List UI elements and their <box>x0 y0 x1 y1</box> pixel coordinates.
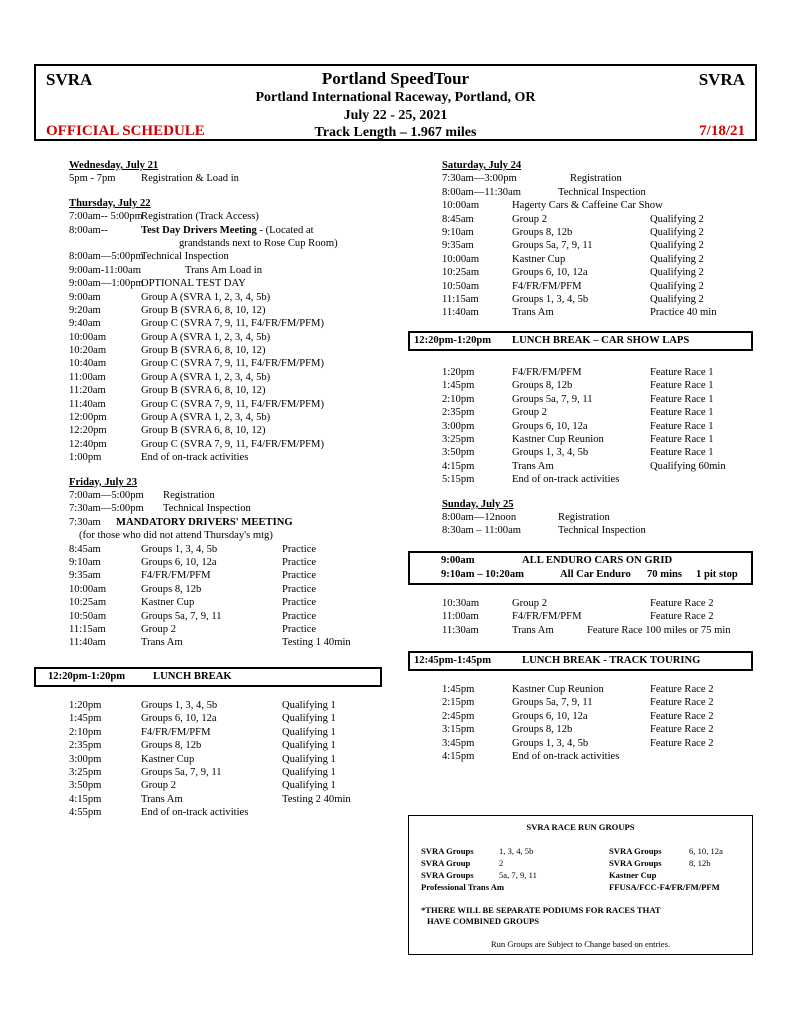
schedule-row <box>442 683 762 696</box>
schedule-group: Groups 5a, 7, 9, 11 <box>512 240 593 252</box>
schedule-time: 11:15am <box>69 623 106 635</box>
schedule-session: Practice <box>282 583 317 595</box>
list-item: 7:00am—5:00pm Registration <box>69 489 215 501</box>
schedule-time: 2:10pm <box>442 393 475 405</box>
schedule-session: Feature Race 2 <box>650 697 714 709</box>
schedule-session: Feature Race 2 <box>650 611 714 623</box>
schedule-row <box>69 610 389 623</box>
schedule-row <box>442 226 762 239</box>
schedule-time: 3:00pm <box>69 753 102 765</box>
schedule-row <box>442 433 762 446</box>
schedule-session: Feature Race 2 <box>650 737 714 749</box>
schedule-group: Group A (SVRA 1, 2, 3, 4, 5b) <box>141 412 271 424</box>
schedule-group: Groups 6, 10, 12a <box>512 267 588 279</box>
schedule-group: Groups 8, 12b <box>141 740 202 752</box>
schedule-group: F4/FR/FM/PFM <box>512 280 582 292</box>
schedule-group: F4/FR/FM/PFM <box>512 367 582 378</box>
schedule-row <box>442 460 762 473</box>
run-group-label: Professional Trans Am <box>421 882 505 892</box>
schedule-group: Groups 5a, 7, 9, 11 <box>512 393 593 405</box>
list-item: 11:30am Trans Am Feature Race 100 miles or 75 min <box>442 624 731 636</box>
schedule-time: 9:10am <box>442 226 474 238</box>
friday-afternoon-rows <box>69 699 389 820</box>
header-left-org: SVRA <box>46 70 93 89</box>
schedule-time: 1:00pm <box>69 452 102 464</box>
schedule-row <box>69 172 389 185</box>
schedule-time: 10:20am <box>69 345 107 357</box>
schedule-time: 9:20am <box>69 304 101 316</box>
schedule-session: Practice <box>282 610 317 622</box>
podium-note: *THERE WILL BE SEPARATE PODIUMS FOR RACES THAT <box>421 905 661 915</box>
schedule-session: Practice <box>282 570 317 582</box>
schedule-row <box>69 438 389 451</box>
list-item: 8:00am—12noon Registration <box>442 511 610 523</box>
run-group-label: SVRA Groups <box>421 846 474 856</box>
saturday-lunch-box: 12:20pm-1:20pm LUNCH BREAK – CAR SHOW LAPS <box>408 331 753 351</box>
run-groups-box <box>408 815 753 955</box>
schedule-time: 2:35pm <box>442 407 475 419</box>
schedule-session: Feature Race 2 <box>650 684 714 695</box>
schedule-group: Group B (SVRA 6, 8, 10, 12) <box>141 304 266 316</box>
schedule-time: 9:35am <box>442 240 474 252</box>
schedule-row <box>69 357 389 370</box>
schedule-row <box>69 753 389 766</box>
schedule-session: Practice <box>282 597 317 609</box>
event-dates: July 22 - 25, 2021 <box>343 108 448 123</box>
schedule-group: Groups 5a, 7, 9, 11 <box>512 697 593 709</box>
list-item: 10:00am Hagerty Cars & Caffeine Car Show <box>442 200 663 212</box>
schedule-session: Practice 40 min <box>650 307 717 319</box>
schedule-group: Kastner Cup Reunion <box>512 433 604 445</box>
schedule-group: Group 2 <box>512 213 548 225</box>
schedule-session: Feature Race 1 <box>650 447 714 459</box>
saturday-rows <box>442 213 762 320</box>
schedule-row <box>69 411 389 424</box>
schedule-row <box>69 699 389 712</box>
schedule-session: Qualifying 1 <box>282 766 336 778</box>
schedule-time: 4:15pm <box>442 460 475 472</box>
schedule-group: Groups 6, 10, 12a <box>141 556 217 568</box>
schedule-row <box>442 723 762 736</box>
schedule-row <box>442 366 762 379</box>
schedule-session: Testing 1 40min <box>282 637 351 649</box>
list-item: 8:00am-- Test Day Drivers Meeting - (Located at <box>69 224 314 236</box>
schedule-time: 10:50am <box>69 610 107 622</box>
schedule-row <box>442 379 762 392</box>
header-right-org: SVRA <box>698 70 745 89</box>
schedule-group: Trans Am <box>512 307 554 319</box>
schedule-row <box>69 291 389 304</box>
run-group-label: FFUSA/FCC-F4/FR/FM/PFM <box>609 882 720 892</box>
schedule-group: Kastner Cup <box>512 253 566 265</box>
schedule-row <box>69 451 389 464</box>
sunday-morning <box>442 597 762 637</box>
schedule-time: 8:45am <box>69 543 101 555</box>
schedule-row <box>69 779 389 792</box>
schedule-time: 5pm - 7pm <box>69 173 116 185</box>
schedule-row <box>69 739 389 752</box>
friday-lunch-box: 12:20pm-1:20pm LUNCH BREAK <box>34 667 382 687</box>
schedule-row <box>69 304 389 317</box>
schedule-row <box>69 712 389 725</box>
schedule-group: Groups 8, 12b <box>512 226 573 238</box>
run-group-label: SVRA Groups <box>421 870 474 880</box>
schedule-group: End of on-track activities <box>512 750 620 762</box>
schedule-group: Trans Am <box>512 460 554 472</box>
run-group-classes: 1, 3, 4, 5b <box>499 846 534 856</box>
thursday-rows <box>69 291 389 465</box>
schedule-time: 9:40am <box>69 318 101 330</box>
schedule-row <box>69 331 389 344</box>
schedule-session: Feature Race 2 <box>650 710 714 722</box>
schedule-row <box>442 737 762 750</box>
sunday-morning-rows <box>442 597 762 624</box>
schedule-session: Feature Race 1 <box>650 380 714 392</box>
schedule-time: 2:10pm <box>69 726 102 738</box>
run-group-classes: 6, 10, 12a <box>689 846 723 856</box>
schedule-time: 12:40pm <box>69 438 107 450</box>
schedule-group: F4/FR/FM/PFM <box>141 726 211 738</box>
schedule-row <box>69 596 389 609</box>
schedule-time: 9:10am <box>69 556 101 568</box>
schedule-time: 10:25am <box>442 267 480 279</box>
schedule-row <box>69 384 389 397</box>
schedule-group: Group 2 <box>512 407 548 419</box>
list-item: (for those who did not attend Thursday's mtg) <box>79 530 273 542</box>
schedule-group: Group C (SVRA 7, 9, 11, F4/FR/FM/PFM) <box>141 438 324 450</box>
schedule-time: 11:40am <box>69 637 106 649</box>
schedule-row <box>442 280 762 293</box>
schedule-session: Practice <box>282 543 317 555</box>
schedule-group: Groups 1, 3, 4, 5b <box>512 737 589 749</box>
schedule-group: End of on-track activities <box>141 452 249 464</box>
event-title: Portland SpeedTour <box>321 69 470 88</box>
list-item: 7:30am MANDATORY DRIVERS' MEETING <box>69 516 293 528</box>
schedule-row <box>442 239 762 252</box>
run-group-classes: 2 <box>499 858 504 868</box>
run-group-classes: 5a, 7, 9, 11 <box>499 870 537 880</box>
schedule-row <box>442 473 762 486</box>
revision-date: 7/18/21 <box>699 123 745 139</box>
schedule-time: 10:50am <box>442 280 480 292</box>
schedule-session: Feature Race 1 <box>650 407 714 419</box>
schedule-session: Qualifying 2 <box>650 267 704 279</box>
schedule-time: 3:50pm <box>69 780 102 792</box>
left-column <box>69 159 389 650</box>
schedule-row <box>69 371 389 384</box>
schedule-time: 10:00am <box>69 583 107 595</box>
day-heading: Saturday, July 24 <box>442 160 522 171</box>
schedule-group: Groups 6, 10, 12a <box>512 420 588 432</box>
schedule-group: Trans Am <box>141 793 183 805</box>
schedule-time: 5:15pm <box>442 474 475 486</box>
schedule-group: Groups 8, 12b <box>512 724 573 736</box>
schedule-session: Practice <box>282 623 317 635</box>
saturday-afternoon <box>442 366 762 538</box>
run-group-label: SVRA Group <box>421 858 471 868</box>
sunday-afternoon-rows <box>442 683 762 763</box>
schedule-row <box>442 446 762 459</box>
schedule-session: Feature Race 1 <box>650 433 714 445</box>
schedule-time: 11:00am <box>442 611 479 623</box>
schedule-row <box>442 253 762 266</box>
schedule-row <box>69 569 389 582</box>
official-schedule-label: OFFICIAL SCHEDULE <box>46 123 205 139</box>
list-item: 9:00am-11:00am Trans Am Load in <box>69 264 263 276</box>
schedule-time: 10:40am <box>69 358 107 370</box>
schedule-time: 2:35pm <box>69 740 102 752</box>
schedule-time: 11:20am <box>69 385 106 397</box>
schedule-group: F4/FR/FM/PFM <box>512 611 582 623</box>
list-item: 7:00am-- 5:00pm Registration (Track Access) <box>69 211 259 223</box>
day-heading: Wednesday, July 21 <box>69 160 159 171</box>
schedule-group: End of on-track activities <box>141 807 249 819</box>
day-heading: Friday, July 23 <box>69 476 137 488</box>
venue: Portland International Raceway, Portland, OR <box>255 90 536 105</box>
schedule-group: Groups 1, 3, 4, 5b <box>512 293 589 305</box>
schedule-row <box>442 406 762 419</box>
list-item: 8:30am – 11:00am Technical Inspection <box>442 525 646 537</box>
schedule-time: 1:45pm <box>442 684 475 695</box>
schedule-session: Qualifying 1 <box>282 740 336 752</box>
friday-rows <box>69 543 389 650</box>
schedule-group: Group B (SVRA 6, 8, 10, 12) <box>141 345 266 357</box>
schedule-time: 3:25pm <box>442 433 475 445</box>
schedule-session: Qualifying 2 <box>650 240 704 252</box>
schedule-group: F4/FR/FM/PFM <box>141 570 211 582</box>
list-item: 7:30am—3:00pm Registration <box>442 173 622 185</box>
schedule-time: 10:00am <box>442 253 480 265</box>
schedule-time: 2:15pm <box>442 697 475 709</box>
schedule-group: Group 2 <box>141 780 177 792</box>
schedule-row <box>442 393 762 406</box>
schedule-session: Qualifying 2 <box>650 293 704 305</box>
schedule-row <box>442 266 762 279</box>
schedule-group: Group C (SVRA 7, 9, 11, F4/FR/FM/PFM) <box>141 398 324 410</box>
schedule-time: 10:30am <box>442 598 480 609</box>
schedule-session: Qualifying 1 <box>282 713 336 725</box>
schedule-row <box>442 696 762 709</box>
schedule-session: Feature Race 1 <box>650 420 714 432</box>
schedule-session: Testing 2 40min <box>282 793 351 805</box>
schedule-group: Trans Am <box>141 637 183 649</box>
saturday-afternoon-rows <box>442 366 762 487</box>
schedule-row <box>442 306 762 319</box>
schedule-group: Groups 1, 3, 4, 5b <box>141 543 218 555</box>
schedule-row <box>69 556 389 569</box>
schedule-session: Qualifying 2 <box>650 280 704 292</box>
schedule-time: 3:15pm <box>442 724 475 736</box>
schedule-group: Groups 5a, 7, 9, 11 <box>141 610 222 622</box>
enduro-box: 9:00am ALL ENDURO CARS ON GRID 9:10am – 10:20am All Car Enduro 70 mins 1 pit stop <box>408 551 753 585</box>
run-group-classes: 8, 12b <box>689 858 711 868</box>
run-groups-title: SVRA RACE RUN GROUPS <box>526 822 635 832</box>
schedule-group: Group 2 <box>141 623 177 635</box>
schedule-group: Kastner Cup Reunion <box>512 684 604 695</box>
schedule-group: Groups 6, 10, 12a <box>512 710 588 722</box>
schedule-row <box>442 293 762 306</box>
day-heading: Sunday, July 25 <box>442 498 514 510</box>
run-group-label: SVRA Groups <box>609 858 662 868</box>
schedule-time: 1:45pm <box>442 380 475 392</box>
list-item: 7:30am—5:00pm Technical Inspection <box>69 503 251 515</box>
sunday-afternoon <box>442 683 762 763</box>
schedule-group: Group B (SVRA 6, 8, 10, 12) <box>141 385 266 397</box>
run-groups-footer: Run Groups are Subject to Change based on entries. <box>490 939 671 949</box>
schedule-session: Qualifying 1 <box>282 780 336 792</box>
schedule-time: 11:40am <box>69 398 106 410</box>
schedule-row <box>442 420 762 433</box>
schedule-time: 3:25pm <box>69 766 102 778</box>
sunday-lunch-box: 12:45pm-1:45pm LUNCH BREAK - TRACK TOURING <box>408 651 753 671</box>
schedule-session: Qualifying 2 <box>650 213 704 225</box>
schedule-time: 4:15pm <box>442 750 475 762</box>
schedule-group: Group A (SVRA 1, 2, 3, 4, 5b) <box>141 371 271 383</box>
schedule-row <box>69 317 389 330</box>
schedule-time: 2:45pm <box>442 710 475 722</box>
schedule-row <box>69 636 389 649</box>
schedule-group: Groups 8, 12b <box>512 380 573 392</box>
list-item: 9:00am—1:00pm OPTIONAL TEST DAY <box>69 278 246 290</box>
schedule-time: 10:00am <box>69 331 107 343</box>
schedule-time: 1:20pm <box>442 367 475 378</box>
schedule-time: 12:20pm <box>69 425 107 437</box>
schedule-group: Groups 5a, 7, 9, 11 <box>141 766 222 778</box>
schedule-group: Group C (SVRA 7, 9, 11, F4/FR/FM/PFM) <box>141 358 324 370</box>
schedule-session: Practice <box>282 556 317 568</box>
schedule-row <box>442 750 762 763</box>
list-item: 8:00am—11:30am Technical Inspection <box>442 186 646 198</box>
schedule-session: Qualifying 2 <box>650 253 704 265</box>
list-item: 8:00am—5:00pm Technical Inspection <box>69 251 229 263</box>
schedule-row <box>69 543 389 556</box>
schedule-group: Group B (SVRA 6, 8, 10, 12) <box>141 425 266 437</box>
schedule-row <box>442 610 762 623</box>
right-column <box>442 159 762 320</box>
schedule-time: 10:25am <box>69 597 107 609</box>
schedule-group: End of on-track activities <box>512 474 620 486</box>
schedule-session: Qualifying 2 <box>650 226 704 238</box>
schedule-time: 3:45pm <box>442 737 475 749</box>
track-length: Track Length – 1.967 miles <box>314 125 477 140</box>
schedule-row <box>69 344 389 357</box>
podium-note-cont: HAVE COMBINED GROUPS <box>427 916 540 926</box>
schedule-row <box>442 213 762 226</box>
wednesday-rows <box>69 172 389 185</box>
schedule-session: Feature Race 1 <box>650 393 714 405</box>
run-group-label: SVRA Groups <box>609 846 662 856</box>
schedule-group: Group A (SVRA 1, 2, 3, 4, 5b) <box>141 331 271 343</box>
schedule-group: Kastner Cup <box>141 597 195 609</box>
schedule-time: 1:45pm <box>69 713 102 725</box>
schedule-session: Feature Race 2 <box>650 724 714 736</box>
header-box <box>34 64 757 141</box>
schedule-time: 8:45am <box>442 213 474 225</box>
schedule-row <box>69 424 389 437</box>
schedule-time: 3:00pm <box>442 420 475 432</box>
schedule-time: 11:00am <box>69 371 106 383</box>
schedule-row <box>69 623 389 636</box>
schedule-row <box>69 793 389 806</box>
schedule-group: Groups 1, 3, 4, 5b <box>512 447 589 459</box>
schedule-group: Group A (SVRA 1, 2, 3, 4, 5b) <box>141 291 271 303</box>
schedule-time: 11:40am <box>442 307 479 319</box>
schedule-row <box>69 726 389 739</box>
schedule-time: 3:50pm <box>442 447 475 459</box>
schedule-time: 11:15am <box>442 293 479 305</box>
schedule-time: 4:15pm <box>69 793 102 805</box>
schedule-time: 12:00pm <box>69 412 107 424</box>
schedule-row <box>69 583 389 596</box>
schedule-group: Groups 1, 3, 4, 5b <box>141 700 218 711</box>
list-item: grandstands next to Rose Cup Room) <box>179 237 338 249</box>
schedule-row <box>69 398 389 411</box>
schedule-session: Qualifying 1 <box>282 753 336 765</box>
schedule-group: Groups 8, 12b <box>141 583 202 595</box>
day-heading: Thursday, July 22 <box>69 197 151 209</box>
schedule-group: Group 2 <box>512 598 548 609</box>
schedule-session: Qualifying 1 <box>282 700 336 711</box>
schedule-time: 1:20pm <box>69 700 102 711</box>
schedule-row <box>69 806 389 819</box>
friday-afternoon <box>69 699 389 820</box>
schedule-session: Qualifying 1 <box>282 726 336 738</box>
schedule-session: Feature Race 1 <box>650 367 714 378</box>
schedule-row <box>442 597 762 610</box>
schedule-time: 9:00am <box>69 291 101 303</box>
schedule-row <box>442 710 762 723</box>
schedule-row <box>69 766 389 779</box>
schedule-group: Group C (SVRA 7, 9, 11, F4/FR/FM/PFM) <box>141 318 324 330</box>
schedule-time: 9:35am <box>69 570 101 582</box>
schedule-session: Feature Race 2 <box>650 598 714 609</box>
schedule-group: Kastner Cup <box>141 753 195 765</box>
schedule-session: Qualifying 60min <box>650 460 726 472</box>
run-group-label: Kastner Cup <box>609 870 657 880</box>
schedule-time: 4:55pm <box>69 807 102 819</box>
schedule-group: Registration & Load in <box>141 173 239 185</box>
schedule-group: Groups 6, 10, 12a <box>141 713 217 725</box>
